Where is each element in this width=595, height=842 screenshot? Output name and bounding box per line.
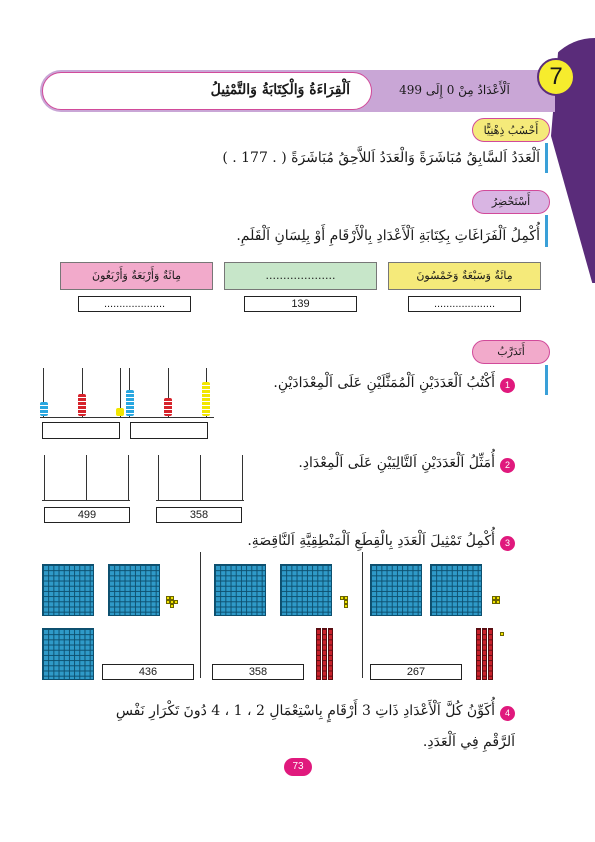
practice-tag: أَتَدَرَّبُ — [472, 340, 550, 364]
hundreds-block — [42, 628, 94, 680]
empty-abacus-1-value: 499 — [44, 507, 130, 523]
units-cubes — [500, 632, 506, 638]
abacus-2 — [126, 368, 214, 418]
recall-instruction: أُكْمِلُ اَلْفَرَاغَاتِ بِكِتَابَةِ اَلْأَعْدَادِ بِالْأَرْقَامِ أَوْ بِلِسَانِ اَلْقَلَمِ. — [236, 228, 540, 244]
recall-answer-3[interactable]: .................... — [78, 296, 191, 312]
group-divider — [362, 552, 363, 678]
question-3-number: 3 — [500, 536, 515, 551]
tens-rod — [488, 628, 493, 680]
abacus-1 — [40, 368, 128, 418]
recall-bar — [545, 215, 548, 247]
mental-calc-bar — [545, 143, 548, 173]
mental-calc-tag: أَحْسُبُ ذِهْنِيًّا — [472, 118, 550, 142]
empty-abacus-2[interactable] — [156, 455, 244, 501]
abacus-1-tens-beads — [78, 394, 86, 416]
mental-calc-line: اَلْعَدَدُ اَلسَّابِقُ مُبَاشَرَةً وَالْعَدَدُ اَللاَّحِقُ مُبَاشَرَةً ( . 177 . ) — [222, 150, 540, 166]
abacus-2-tens-beads — [164, 398, 172, 416]
recall-answer-1[interactable]: .................... — [408, 296, 521, 312]
number-range-label: اَلْأَعْدَادُ مِنْ 0 إِلَى 499 — [399, 83, 510, 97]
question-1-text: أَكْتُبُ اَلْعَدَدَيْنِ اَلْمُمَثَّلَيْنِ عَلَى اَلْمِعْدَادَيْنِ. — [273, 375, 495, 391]
hundreds-block — [214, 564, 266, 616]
hundreds-block — [280, 564, 332, 616]
question-4-number: 4 — [500, 706, 515, 721]
abacus-2-hundreds-beads — [202, 382, 210, 416]
units-cubes — [166, 596, 178, 608]
abacus-2-answer-box[interactable] — [130, 422, 208, 439]
group-1-answer: 436 — [102, 664, 194, 680]
question-4-line-2: اَلرَّقْمِ فِي اَلْعَدَدِ. — [422, 734, 515, 750]
question-1-number: 1 — [500, 378, 515, 393]
recall-card-3: مِائَةٌ وَأَرْبَعَةٌ وَأَرْبَعُونَ — [60, 262, 213, 290]
lesson-number-badge: 7 — [537, 58, 575, 96]
hundreds-block — [430, 564, 482, 616]
tens-rod — [316, 628, 321, 680]
empty-abacus-2-value: 358 — [156, 507, 242, 523]
tens-rod — [328, 628, 333, 680]
abacus-1-units-beads — [40, 402, 48, 416]
abacus-1-answer-box[interactable] — [42, 422, 120, 439]
hundreds-block — [108, 564, 160, 616]
abacus-2-units-beads — [126, 390, 134, 416]
question-2-number: 2 — [500, 458, 515, 473]
abacus-1-hundreds-beads — [116, 408, 124, 416]
page-number: 73 — [284, 758, 312, 776]
tens-rod — [482, 628, 487, 680]
recall-tag: أَسْتَحْضِرُ — [472, 190, 550, 214]
question-3-text: أُكْمِلُ تَمْثِيلَ اَلْعَدَدِ بِالْقِطَعِ اَلْمَنْطِقِيَّةِ اَلنَّاقِصَةِ. — [247, 533, 495, 549]
tens-rod — [322, 628, 327, 680]
units-cubes — [492, 596, 504, 608]
question-2-text: أُمَثِّلُ اَلْعَدَدَيْنِ اَلتَّالِيَيْنِ عَلَى اَلْمِعْدَادِ. — [298, 455, 495, 471]
recall-card-1: مِائَةٌ وَسَبْعَةٌ وَخَمْسُونَ — [388, 262, 541, 290]
lesson-title: اَلْقِرَاءَةُ وَالْكِتَابَةُ وَالتَّمْثِيلُ — [210, 82, 350, 98]
hundreds-block — [42, 564, 94, 616]
units-cubes — [340, 596, 352, 608]
hundreds-block — [370, 564, 422, 616]
group-2-answer: 358 — [212, 664, 304, 680]
group-3-answer: 267 — [370, 664, 462, 680]
empty-abacus-1[interactable] — [42, 455, 130, 501]
recall-answer-2: 139 — [244, 296, 357, 312]
tens-rod — [476, 628, 481, 680]
practice-bar — [545, 365, 548, 395]
recall-card-2[interactable]: .................... — [224, 262, 377, 290]
group-divider — [200, 552, 201, 678]
question-4-line-1: أُكَوِّنُ كُلَّ اَلْأَعْدَادِ ذَاتِ 3 أَرْقَامٍ بِاسْتِعْمَالِ 2 ، 1 ، 4 دُونَ تَكْرَارِ نَفْسِ — [115, 703, 495, 719]
